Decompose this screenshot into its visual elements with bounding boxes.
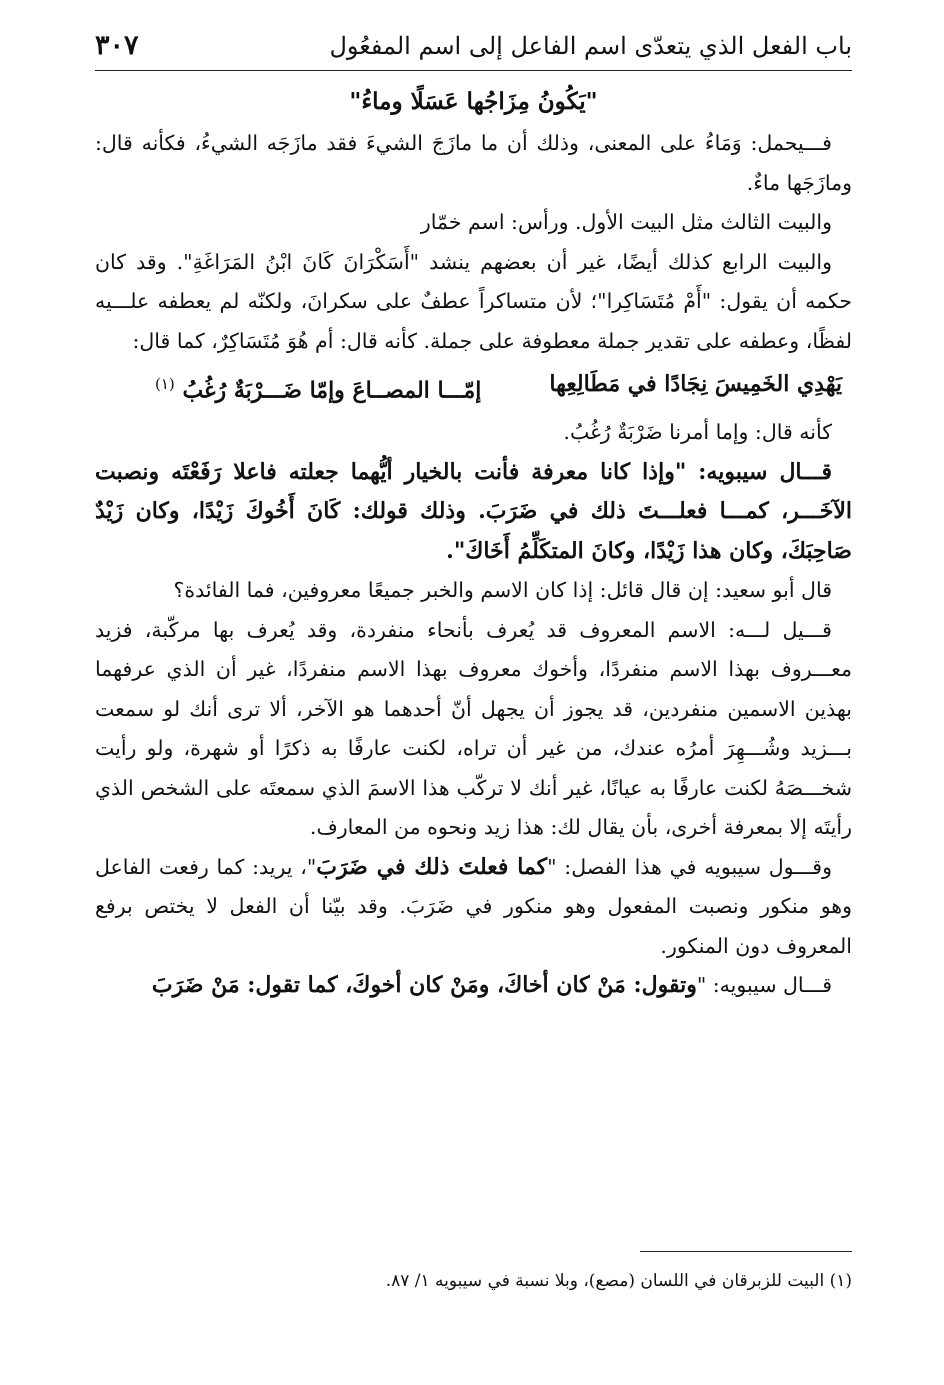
paragraph-9-start: قـــال سيبويه: ": [696, 973, 832, 998]
paragraph-8-end: "، يريد: كما رفعت الفاعل وهو منكور ونصبت المفعول وهو منكور في ضَرَبَ. وقد بيّنا أن الفعل لا يختص برفع المعروف دون المنكور.: [95, 854, 852, 958]
sibawayh-quote: قـــال سيبويه: "وإذا كانا معرفة فأنت بالخيار أيُّهما جعلته فاعلا رَفَعْتَه ونصبت الآخَـــر، كمـــا فعلـــتَ ذلك في ضَرَبَ. وذلك قولك: كَانَ أَخُوكَ زَيْدًا، وكان زَيْدٌ صَاحِبَكَ، وكان هذا زَيْدًا، وكانَ المتكَلِّمُ أَخَاكَ".: [95, 458, 852, 564]
paragraph-8-quote: كما فعلتَ ذلك في ضَرَبَ: [316, 853, 548, 880]
page-number: ٣٠٧: [95, 30, 139, 61]
verse-right-text: يَهْدِي الخَمِيسَ نِجَادًا في مَطَالِعِها: [549, 371, 842, 397]
paragraph-1: فـــيحمل: وَمَاءُ على المعنى، وذلك أن ما مازَجَ الشيءَ فقد مازَجَه الشيءُ، فكأنه قال: ومازَجَها ماءٌ.: [95, 131, 852, 195]
footnote-marker: (١): [155, 375, 175, 393]
main-text: [95, 80, 852, 1006]
paragraph-2: والبيت الثالث مثل البيت الأول. ورأس: اسم خمّار: [420, 210, 832, 234]
verse-second-hemistich: [155, 363, 481, 411]
paragraph-3: والبيت الرابع كذلك أيضًا، غير أن بعضهم ينشد "أَسَكْرَانَ كَانَ ابْنُ المَرَاغَةِ". وقد كان حكمه أن يقول: "أَمْ مُتَسَاكِرا"؛ لأن متساكراً عطفٌ على سكرانَ، ولكنّه لم يعطفه علـــيه لفظًا، وعطفه على تقدير جملة معطوفة على جملة. كأنه قال: أم هُوَ مُتَسَاكِرٌ، كما قال:: [95, 249, 852, 353]
verse-first-hemistich: [549, 363, 842, 411]
paragraph-9-quote: وتقول: مَنْ كان أخاكَ، ومَنْ كان أخوكَ، كما تقول: مَنْ ضَرَبَ: [151, 972, 697, 999]
chapter-title: باب الفعل الذي يتعدّى اسم الفاعل إلى اسم المفعُول: [329, 32, 852, 60]
paragraph-7: قـــيل لـــه: الاسم المعروف قد يُعرف بأنحاء منفردة، وقد يُعرف بها مركّبة، فزيد معـــروف بهذا الاسم منفردًا، وأخوك معروف بهذا الاسم منفردًا، غير أن الذي عرفهما بهذين الاسمين منفردين، قد يجوز أن يجهل أنّ أحدهما هو الآخر، ألا ترى أنك لو سمعت بـــزيد وشُـــهِرَ أمرُه عندك، من غير أن تراه، لكنت عارفًا به ذكرًا أو شهرة، ولو رأيت شخـــصَهُ لكنت عارفًا به عيانًا، غير أنك لا تركّب هذا الاسمَ الذي سمعتَه على الشخص الذي رأيتَه إلا بمعرفة أخرى، بأن يقال لك: هذا زيد ونحوه من المعارف.: [95, 617, 852, 840]
verse-left-text: إمّـــا المصــاعَ وإمّا ضَـــرْبَةٌ رُغُبُ: [182, 377, 482, 404]
verse-fragment: "يَكُونُ مِزَاجُها عَسَلًا وماءُ": [349, 88, 598, 115]
paragraph-8-start: وقـــول سيبويه في هذا الفصل: ": [547, 854, 832, 879]
poetry-verse: [95, 361, 852, 413]
running-header: [95, 30, 852, 71]
paragraph-4: كأنه قال: وإما أمرنا ضَرْبَةٌ رُغُبُ.: [563, 420, 832, 445]
paragraph-6: قال أبو سعيد: إن قال قائل: إذا كان الاسم والخبر جميعًا معروفين، فما الفائدة؟: [173, 578, 832, 603]
footnote-1: (١) البيت للزبرقان في اللسان (مصع)، وبلا نسبة في سيبويه ١/ ٨٧.: [385, 1271, 852, 1291]
paragraph-9: [95, 966, 852, 1006]
footnote-divider: [640, 1251, 852, 1252]
paragraph-8: [95, 848, 852, 967]
